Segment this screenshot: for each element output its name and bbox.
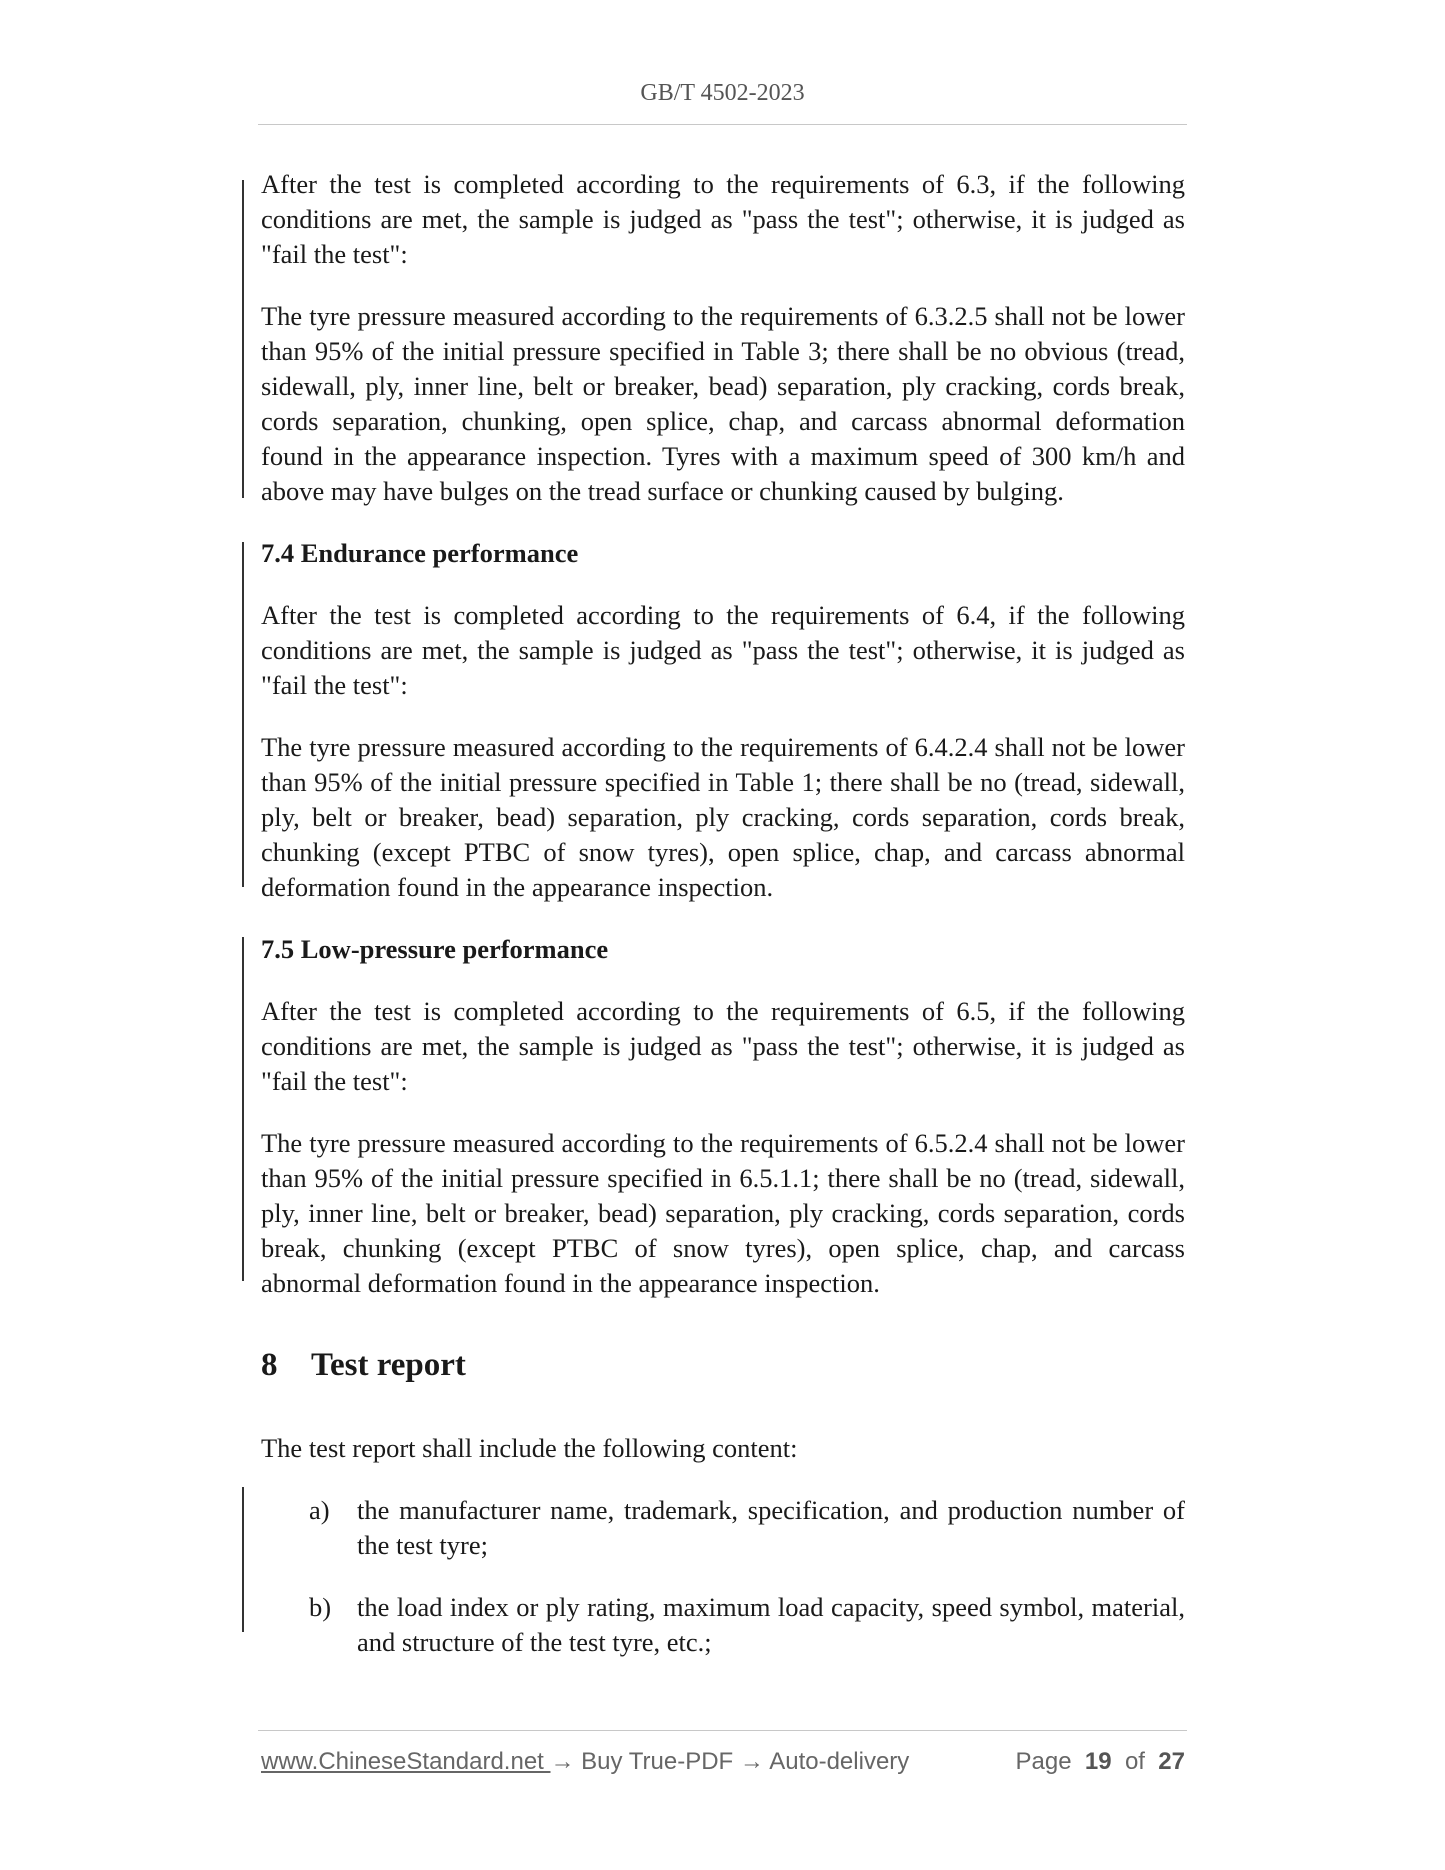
paragraph-report-intro: The test report shall include the following content: [261,1433,798,1463]
footer-delivery-text: Auto-delivery [763,1748,910,1775]
arrow-right-icon: → [550,1748,575,1775]
report-content-list [261,1493,1185,1660]
section-title: Test report [311,1347,466,1383]
heading-7-4-endurance: 7.4 Endurance performance [261,538,579,568]
heading-7-5-low-pressure: 7.5 Low-pressure performance [261,934,609,964]
paragraph-pass-criteria-6-3: After the test is completed according to the requirements of 6.3, if the following conditions are met, the sample is judged as "pass the test"; otherwise, it is judged as "fail the test": [261,169,1185,269]
change-bar [242,542,244,887]
page-number [1015,1748,1185,1776]
chinesestandard-link[interactable]: www.ChineseStandard.net [261,1748,551,1775]
change-bar [242,180,244,498]
section-number: 8 [261,1347,278,1383]
list-item [261,1590,1185,1660]
current-page: 19 [1084,1748,1112,1775]
list-marker: b) [309,1592,332,1622]
list-item [261,1493,1185,1563]
page-label: Page [1015,1748,1072,1775]
header-rule [258,124,1187,125]
change-bar [242,937,244,1281]
change-bar [242,1487,244,1632]
paragraph-requirements-6-5-2-4: The tyre pressure measured according to the requirements of 6.5.2.4 shall not be lower than 95% of the initial pressure specified in 6.5.1.1; there shall be no (tread, sidewall, ply, inner line, belt or breaker, bead) separation, ply cracking, cords separation, cords break, chunking (except PTBC of snow tyres), open splice, chap, and carcass abnormal deformation found in the appearance inspection. [261,1128,1185,1298]
paragraph-pass-criteria-6-4: After the test is completed according to the requirements of 6.4, if the following conditions are met, the sample is judged as "pass the test"; otherwise, it is judged as "fail the test": [261,600,1185,700]
list-item-text: the manufacturer name, trademark, specification, and production number of the test tyre; [357,1495,1185,1560]
page-body [261,167,1185,1660]
page-header-title: GB/T 4502-2023 [640,80,805,106]
paragraph-requirements-6-4-2-4: The tyre pressure measured according to the requirements of 6.4.2.4 shall not be lower than 95% of the initial pressure specified in Table 1; there shall be no (tread, sidewall, ply, belt or breaker, bead) separation, ply cracking, cords separation, cords break, chunking (except PTBC of snow tyres), open splice, chap, and carcass abnormal deformation found in the appearance inspection. [261,732,1185,902]
total-pages: 27 [1158,1748,1185,1775]
heading-section-8 [261,1343,1185,1387]
paragraph-requirements-6-3-2-5: The tyre pressure measured according to the requirements of 6.3.2.5 shall not be lower than 95% of the initial pressure specified in Table 3; there shall be no obvious (tread, sidewall, ply, inner line, belt or breaker, bead) separation, ply cracking, cords break, cords separation, chunking, open splice, chap, and carcass abnormal deformation found in the appearance inspection. Tyres with a maximum speed of 300 km/h and above may have bulges on the tread surface or chunking caused by bulging. [261,301,1185,506]
of-label: of [1124,1748,1145,1775]
paragraph-pass-criteria-6-5: After the test is completed according to the requirements of 6.5, if the following conditions are met, the sample is judged as "pass the test"; otherwise, it is judged as "fail the test": [261,996,1185,1096]
list-item-text: the load index or ply rating, maximum load capacity, speed symbol, material, and structure of the test tyre, etc.; [357,1592,1185,1657]
arrow-right-icon: → [739,1748,764,1775]
footer-rule [258,1730,1187,1731]
list-marker: a) [309,1495,330,1525]
footer-promo [261,1748,909,1776]
footer-buy-text: Buy True-PDF [574,1748,740,1775]
